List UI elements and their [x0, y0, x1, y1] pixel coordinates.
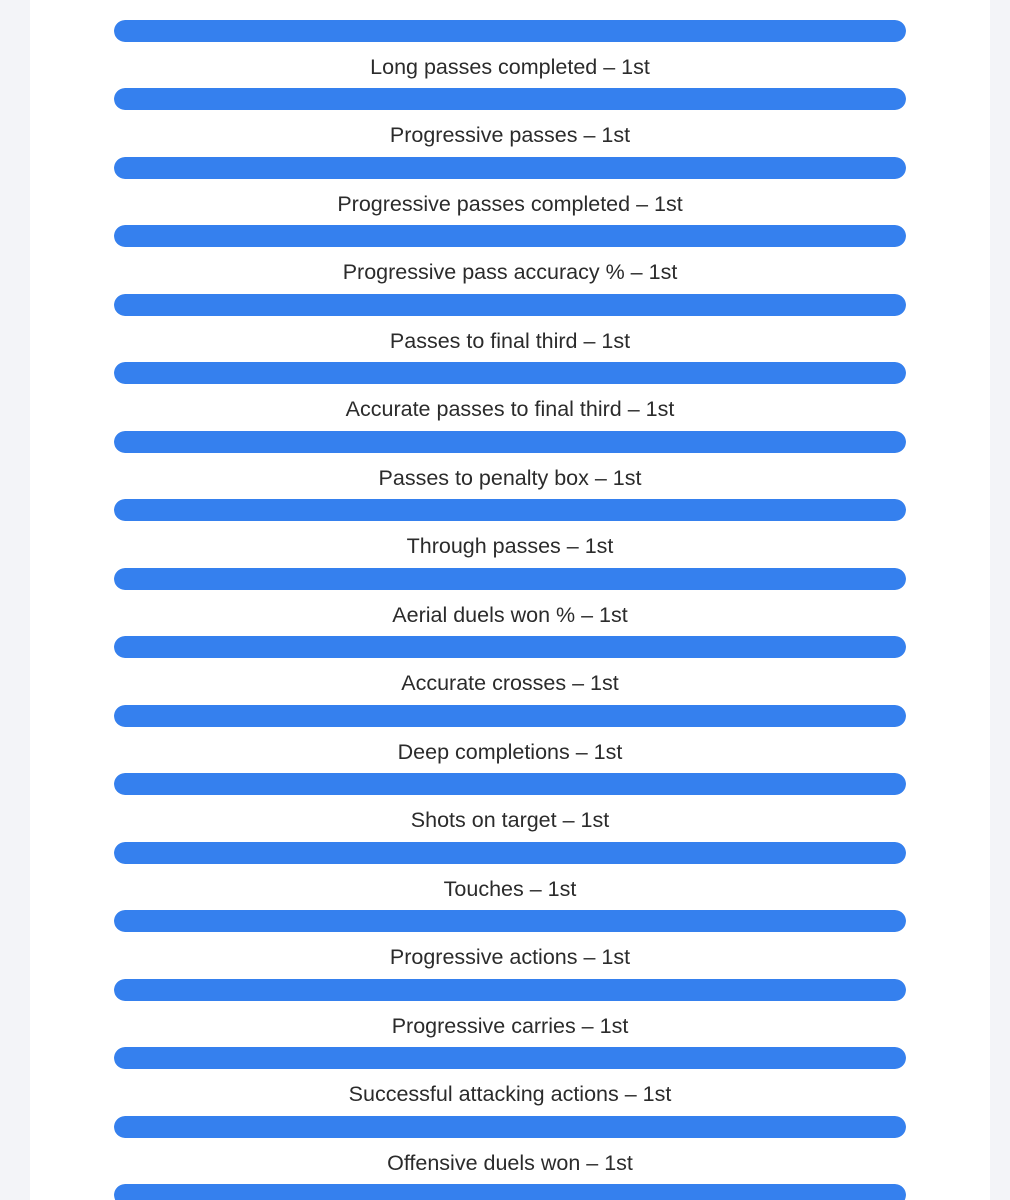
stat-label: Aerial duels won % – 1st — [392, 602, 628, 627]
stat-bar-track — [114, 499, 906, 521]
stat-label: Progressive pass accuracy % – 1st — [342, 260, 678, 284]
stat-label: Accurate crosses – 1st — [401, 671, 619, 695]
stat-bar-fill — [114, 431, 906, 453]
stat-row — [30, 840, 990, 909]
stat-label: Accurate passes to final third – 1st — [345, 397, 675, 421]
stat-label: Progressive carries – 1st — [391, 1013, 629, 1038]
stat-bar-fill — [114, 910, 906, 932]
stat-row — [30, 429, 990, 498]
stat-label: Through passes – 1st — [406, 534, 614, 558]
stat-row — [30, 86, 990, 155]
stat-label: Passes to final third – 1st — [389, 328, 631, 353]
stat-bar-track — [114, 1184, 906, 1200]
stat-row — [30, 771, 990, 840]
stat-row — [30, 703, 990, 772]
stat-label: Deep completions – 1st — [397, 739, 623, 764]
stat-row — [30, 360, 990, 429]
stat-label: Progressive passes completed – 1st — [337, 191, 683, 216]
stat-label: Shots on target – 1st — [410, 808, 610, 832]
stat-bar-fill — [114, 1116, 906, 1138]
stat-list — [30, 0, 990, 1200]
stat-bar-fill — [114, 499, 906, 521]
stat-label: Passes to penalty box – 1st — [378, 465, 642, 490]
stat-bar-track — [114, 910, 906, 932]
stat-bar-track — [114, 979, 906, 1001]
stat-bar-track — [114, 1047, 906, 1069]
stat-bar-fill — [114, 157, 906, 179]
stat-bar-fill — [114, 1184, 906, 1200]
stat-bar-fill — [114, 568, 906, 590]
stat-bar-fill — [114, 294, 906, 316]
stat-bar-fill — [114, 225, 906, 247]
stat-bar-track — [114, 157, 906, 179]
stat-row — [30, 1182, 990, 1200]
stat-row — [30, 0, 990, 18]
stat-label: Long passes completed – 1st — [370, 54, 650, 79]
stat-row — [30, 1045, 990, 1114]
stat-bar-track — [114, 362, 906, 384]
stat-bar-track — [114, 294, 906, 316]
stat-row — [30, 1114, 990, 1183]
stat-row — [30, 634, 990, 703]
stat-bar-fill — [114, 88, 906, 110]
stat-label: Progressive actions – 1st — [389, 945, 631, 969]
stat-bar-track — [114, 705, 906, 727]
stat-label: Touches – 1st — [443, 876, 577, 901]
stat-bar-fill — [114, 773, 906, 795]
stat-bar-fill — [114, 842, 906, 864]
stat-bar-track — [114, 431, 906, 453]
stat-label: Offensive duels won – 1st — [387, 1150, 633, 1175]
stat-bar-fill — [114, 636, 906, 658]
stat-bar-fill — [114, 20, 906, 42]
stat-bar-track — [114, 842, 906, 864]
stat-bar-fill — [114, 1047, 906, 1069]
stat-bar-fill — [114, 979, 906, 1001]
stat-row — [30, 223, 990, 292]
stat-label: Successful attacking actions – 1st — [348, 1082, 672, 1106]
stat-row — [30, 155, 990, 224]
stat-bar-track — [114, 1116, 906, 1138]
stat-row — [30, 977, 990, 1046]
stat-row — [30, 497, 990, 566]
stats-card — [30, 0, 990, 1200]
stat-bar-track — [114, 568, 906, 590]
stat-row — [30, 566, 990, 635]
stat-row — [30, 292, 990, 361]
stat-row — [30, 18, 990, 87]
stat-bar-fill — [114, 362, 906, 384]
stat-label: Progressive passes – 1st — [389, 123, 631, 147]
stat-bar-track — [114, 773, 906, 795]
stat-bar-track — [114, 88, 906, 110]
stat-bar-track — [114, 20, 906, 42]
stat-bar-track — [114, 225, 906, 247]
stat-bar-track — [114, 636, 906, 658]
stat-bar-fill — [114, 705, 906, 727]
stat-row — [30, 908, 990, 977]
